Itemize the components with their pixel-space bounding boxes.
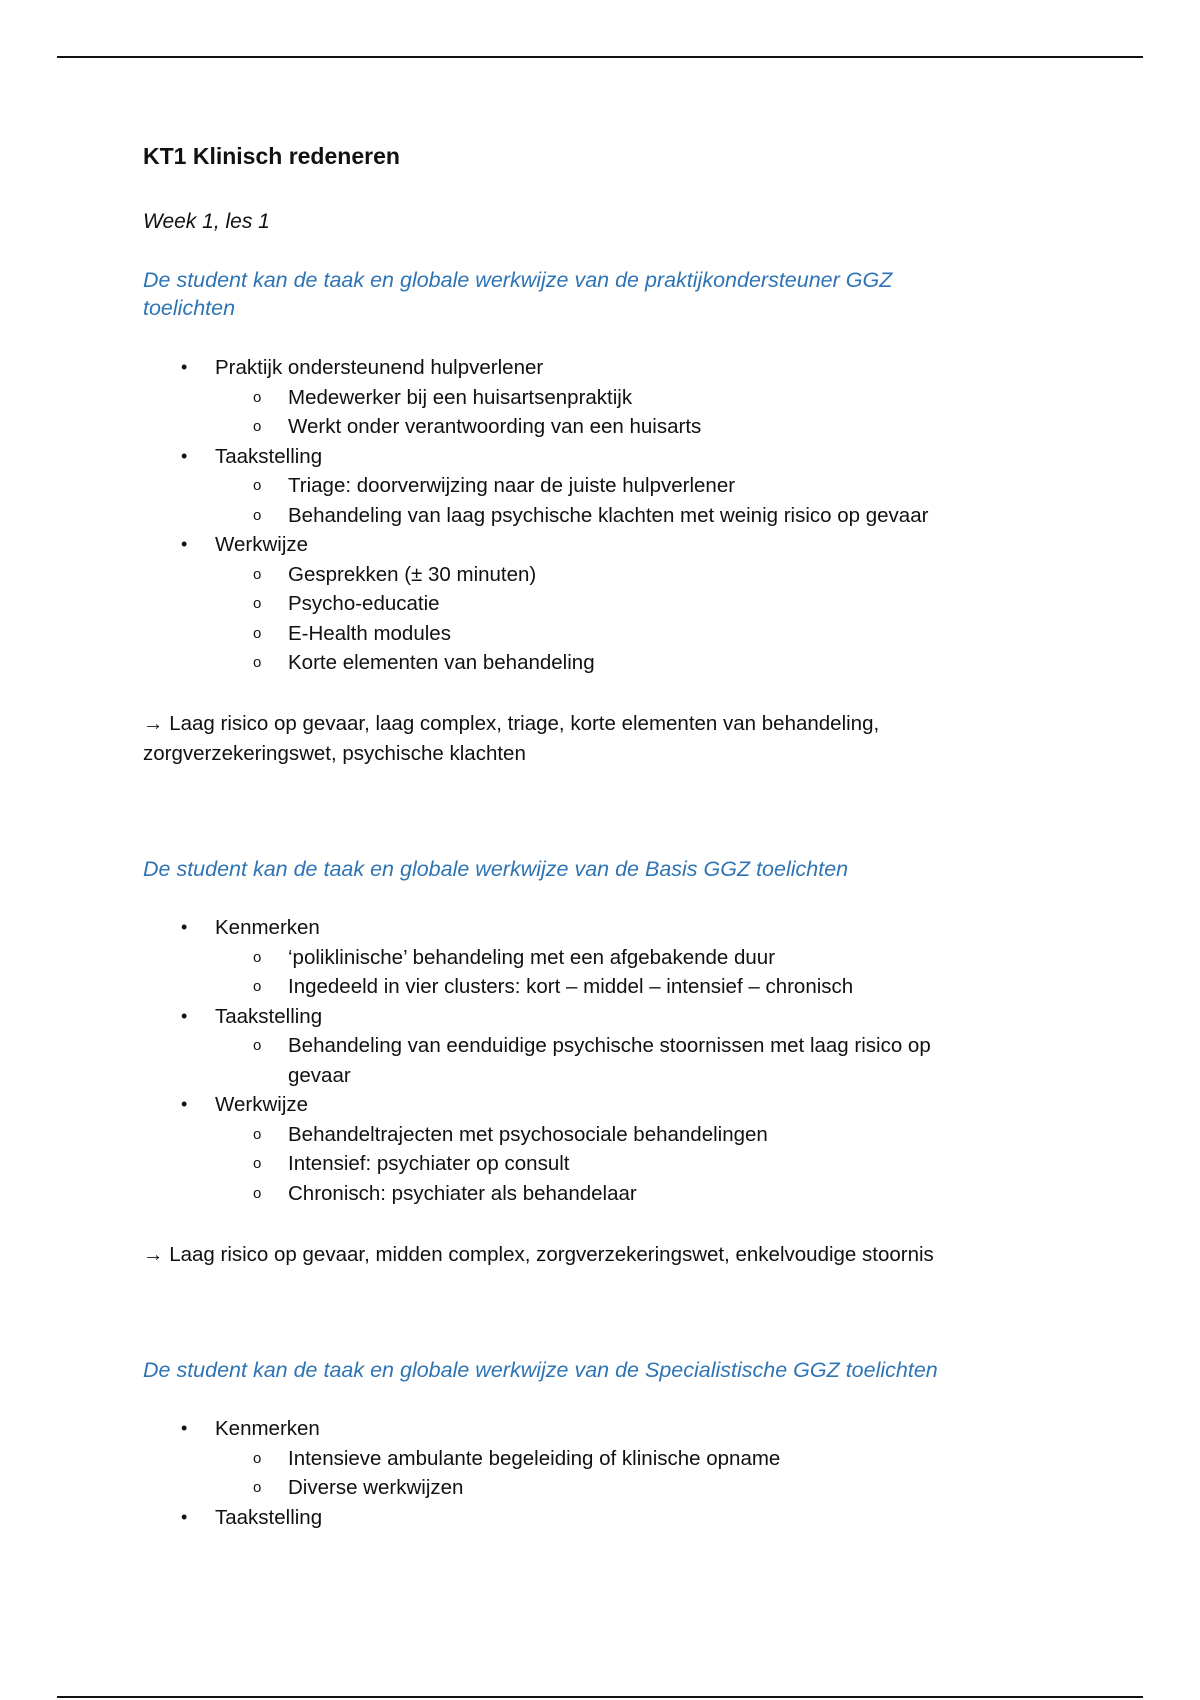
section-summary-basis-ggz: → Laag risico op gevaar, midden complex, zorgverzekeringswet, enkelvoudige stoornis [143,1243,934,1266]
list-subitem: o E-Health modules [253,621,451,645]
document-subtitle: Week 1, les 1 [143,210,270,233]
section-heading-specialistische-ggz: De student kan de taak en globale werkwijze van de Specialistische GGZ toelichten [143,1358,938,1382]
list-subitem: o Medewerker bij een huisartsenpraktijk [253,385,633,409]
section-list-basis-ggz [143,913,978,1208]
list-subitem: o Behandeltrajecten met psychosociale behandelingen [253,1122,768,1146]
list-item: • Taakstelling [181,1505,323,1529]
list-subitem: o Werkt onder verantwoording van een huisarts [253,415,702,438]
document-title: KT1 Klinisch redeneren [143,143,400,169]
section-list-poh-ggz [143,353,928,678]
list-item: • Werkwijze [181,1093,309,1116]
list-subitem: o Gesprekken (± 30 minuten) [253,562,537,586]
list-subitem: o ‘poliklinische’ behandeling met een afgebakende duur [253,945,776,969]
top-rule [57,56,1143,58]
list-subitem: o Psycho-educatie [253,592,440,615]
list-item: • Praktijk ondersteunend hulpverlener [181,356,544,379]
list-subitem: o Intensieve ambulante begeleiding of klinische opname [253,1446,781,1470]
list-item: • Kenmerken [181,916,320,939]
list-item: • Kenmerken [181,1417,320,1440]
section-list-specialistische-ggz [143,1414,780,1532]
section-heading-poh-ggz: De student kan de taak en globale werkwijze van de praktijkondersteuner GGZ toelichten [143,268,893,320]
list-subitem: o Diverse werkwijzen [253,1476,464,1499]
list-subitem: o Behandeling van laag psychische klachten met weinig risico op gevaar [253,503,929,527]
list-item: • Werkwijze [181,533,309,556]
section-heading-basis-ggz: De student kan de taak en globale werkwijze van de Basis GGZ toelichten [143,857,849,881]
list-item: • Taakstelling [181,444,323,468]
list-subitem: o Korte elementen van behandeling [253,651,595,674]
list-subitem: o Behandeling van eenduidige psychische stoornissen met laag risico op gevaar [253,1034,931,1087]
list-item: • Taakstelling [181,1004,323,1028]
list-subitem: o Ingedeeld in vier clusters: kort – middel – intensief – chronisch [253,975,854,998]
list-subitem: o Intensief: psychiater op consult [253,1152,570,1175]
list-subitem: o Triage: doorverwijzing naar de juiste hulpverlener [253,474,736,497]
section-summary-poh-ggz: → Laag risico op gevaar, laag complex, triage, korte elementen van behandeling, zorgverzekeringswet, psychische klachten [143,712,880,765]
bottom-rule [57,1696,1143,1698]
list-subitem: o Chronisch: psychiater als behandelaar [253,1181,637,1205]
